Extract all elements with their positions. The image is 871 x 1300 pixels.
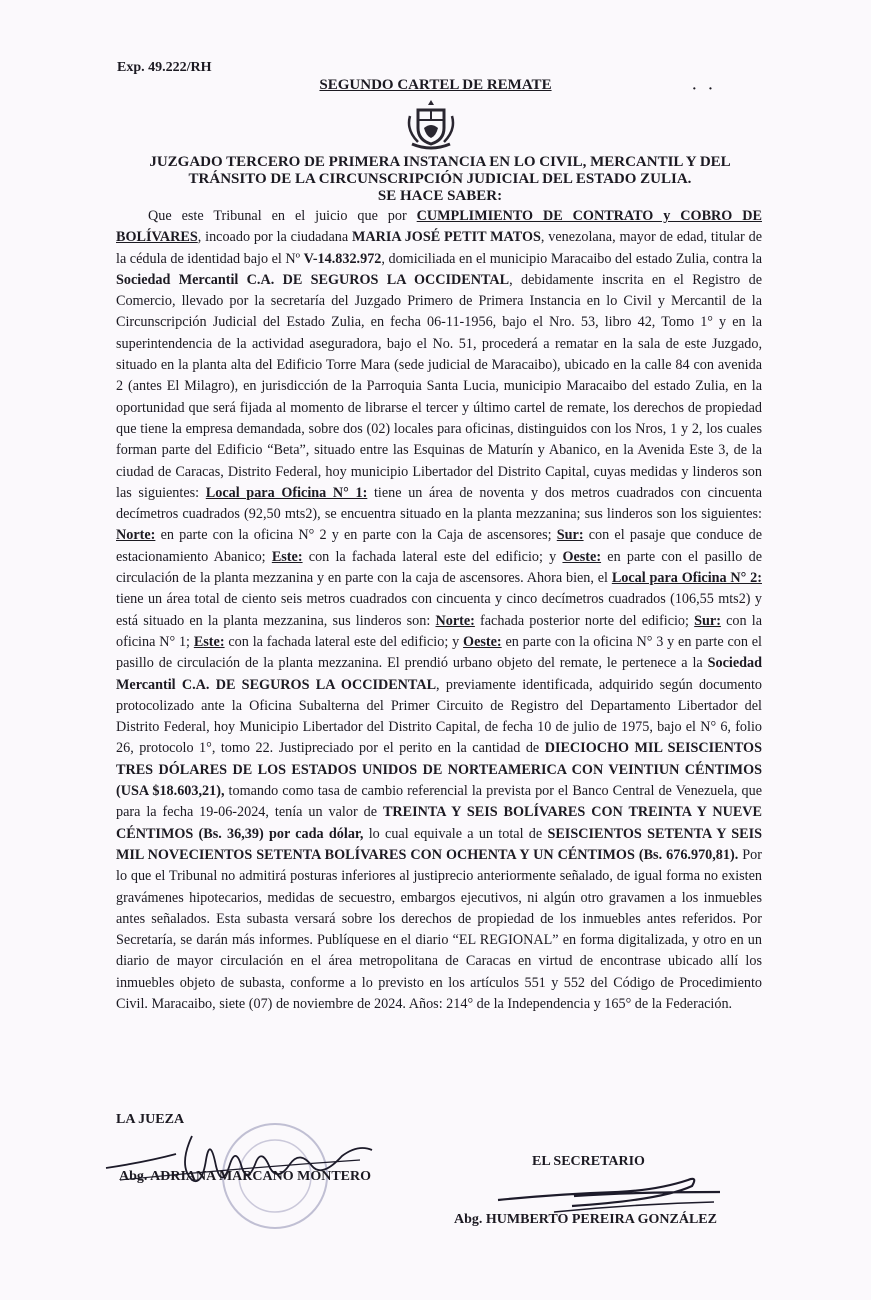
secretary-title: EL SECRETARIO: [532, 1154, 645, 1169]
body-text: Que este Tribunal en el juicio que por: [148, 208, 417, 224]
body-text: en parte con la oficina N° 3 y en parte con el pasillo de circulación de la planta mezzanina. El prendió urbano objeto del remate, le pertenece a la: [116, 633, 762, 672]
document-title-text: SEGUNDO CARTEL DE REMATE: [319, 77, 552, 93]
total-bolivares: SEISCIENTOS SETENTA Y SEIS MIL NOVECIENTOS SETENTA BOLÍVARES CON OCHENTA Y UN CÉNTIMOS (Bs. 676.970,81).: [116, 825, 762, 863]
body-text: , incoado por la ciudadana: [197, 229, 353, 246]
venezuela-coat-of-arms-icon: [402, 96, 460, 154]
defendant-name: Sociedad Mercantil C.A. DE SEGUROS LA OCCIDENTAL: [116, 655, 762, 693]
body-text: con la oficina N° 1;: [116, 612, 762, 650]
boundary-label: Sur:: [556, 527, 584, 544]
secretary-name: Abg. HUMBERTO PEREIRA GONZÁLEZ: [454, 1212, 717, 1227]
boundary-label: Este:: [271, 548, 303, 565]
defendant-name: Sociedad Mercantil C.A. DE SEGUROS LA OCCIDENTAL: [116, 271, 510, 288]
body-text: , previamente identificada, adquirido según documento protocolizado ante la Oficina Subalterna del Primer Circuito de Registro del Departamento Libertador del Distrito Federal, hoy Municipio Libertador del Distrito Capital, de fecha 10 de julio de 1975, bajo el N° 6, folio 26, protocolo 1°, tomo 22. Justipreciado por el perito en la cantidad de: [116, 676, 763, 757]
court-line-2: TRÁNSITO DE LA CIRCUNSCRIPCIÓN JUDICIAL DEL ESTADO ZULIA.: [188, 171, 692, 187]
body-text: con la fachada lateral este del edificio; y: [302, 548, 563, 565]
court-line-1: JUZGADO TERCERO DE PRIMERA INSTANCIA EN LO CIVIL, MERCANTIL Y DEL: [149, 154, 731, 170]
body-text: con la fachada lateral este del edificio; y: [224, 633, 464, 650]
body-text: tiene un área total de ciento seis metros cuadrados con cincuenta y cinco decímetros cuadrados (106,55 mts2) y está situado en la planta mezzanina, sus linderos son:: [116, 591, 762, 629]
margin-marks: · ·: [692, 82, 717, 97]
body-text: en parte con la oficina N° 2 y en parte con la Caja de ascensores;: [155, 527, 557, 544]
office-2-label: Local para Oficina N° 2:: [611, 570, 762, 587]
case-type: CUMPLIMIENTO DE CONTRATO y COBRO DE BOLÍVARES: [116, 208, 762, 246]
boundary-label: Oeste:: [463, 633, 502, 650]
court-heading: [120, 154, 760, 205]
judge-title: LA JUEZA: [116, 1112, 185, 1127]
boundary-label: Sur:: [694, 612, 721, 629]
judge-name: Abg. ADRIANA MARCANO MONTERO: [119, 1169, 372, 1184]
body-text: , domiciliada en el municipio Maracaibo del estado Zulia, contra la: [381, 250, 762, 267]
body-text: , venezolana, mayor de edad, titular de la cédula de identidad bajo el Nº: [116, 229, 762, 267]
judge-signature-icon: [100, 1128, 400, 1198]
case-number: Exp. 49.222/RH: [117, 60, 212, 75]
body-text: fachada posterior norte del edificio;: [474, 612, 695, 629]
office-1-label: Local para Oficina N° 1:: [205, 484, 368, 501]
body-text: con el pasaje que conduce de estacionamiento Abanico;: [116, 527, 762, 565]
body-text: tiene un área de noventa y dos metros cuadrados con cincuenta decímetros cuadrados (92,50 mts2), se encuentra situado en la planta mezzanina; sus linderos son los siguientes:: [116, 484, 762, 523]
se-hace-saber: SE HACE SABER:: [377, 188, 503, 204]
exchange-rate: TREINTA Y SEIS BOLÍVARES CON TREINTA Y NUEVE CÉNTIMOS (Bs. 36,39) por cada dólar,: [116, 804, 762, 842]
body-text: en parte con el pasillo de circulación de la planta mezzanina y en parte con la caja de ascensores. Ahora bien, el: [116, 548, 762, 587]
appraisal-amount: DIECIOCHO MIL SEISCIENTOS TRES DÓLARES DE LOS ESTADOS UNIDOS DE NORTEAMERICA CON VEINTIUN CÉNTIMOS (USA $18.603,21),: [116, 740, 762, 800]
boundary-label: Oeste:: [562, 548, 602, 565]
body-text: , debidamente inscrita en el Registro de Comercio, llevado por la secretaría del Juzgado Primero de Primera Instancia en lo Civil y Mercantil de la Circunscripción Judicial del Estado Zulia, en fecha 06-11-1956, bajo el Nro. 53, libro 42, Tomo 1° y en la superintendencia de la actividad aseguradora, bajo el No. 51, procederá a rematar en la sala de este Juzgado, situado en la planta alta del Edificio Torre Mara (sede judicial de Maracaibo), ubicado en la calle 84 con avenida 2 (antes El Milagro), en jurisdicción de la Parroquia Santa Lucia, municipio Maracaibo del estado Zulia, en la oportunidad que será fijada al momento de librarse el tercer y último cartel de remate, los derechos de propiedad que tiene la empresa demandada, sobre dos (02) locales para oficinas, distinguidos con los Nros, 1 y 2, los cuales forman parte del Edificio “Beta”, situado entre las Esquinas de Maturín y Abanico, en la Avenida Este 3, de la ciudad de Caracas, Distrito Federal, hoy municipio Libertador del Distrito Capital, cuyas medidas y linderos son las siguientes:: [116, 271, 762, 501]
body-text: Por lo que el Tribunal no admitirá posturas inferiores al justiprecio anteriormente señalado, de igual forma no existen gravámenes hipotecarios, medidas de secuestro, embargos ejecutivos, ni algún otro gravamen a los inmuebles antes señalados. Esta subasta versará sobre los derechos de propiedad de los inmuebles antes referidos. Por Secretaría, se darán más informes. Publíquese en el diario “EL REGIONAL” en forma digitalizada, y otro en un diario de mayor circulación en el área metropolitana de Caracas en virtud de encontrase ubicado allí los inmuebles objeto de subasta, conforme a lo previsto en los artículos 551 y 552 del Código de Procedimiento Civil. Maracaibo, siete (07) de noviembre de 2024. Años: 214° de la Independencia y 165° de la Federación.: [116, 846, 762, 1012]
boundary-label: Este:: [193, 633, 225, 650]
body-text: tomando como tasa de cambio referencial la prevista por el Banco Central de Venezuela, que para la fecha 19-06-2024, tenía un valor de: [116, 783, 762, 821]
boundary-label: Norte:: [116, 527, 156, 544]
boundary-label: Norte:: [435, 612, 475, 629]
body-text: lo cual equivale a un total de: [363, 825, 548, 842]
plaintiff-name: MARIA JOSÉ PETIT MATOS: [352, 229, 541, 246]
notice-body: [116, 206, 762, 1015]
id-number: V-14.832.972: [303, 250, 382, 267]
document-title: [0, 77, 871, 94]
